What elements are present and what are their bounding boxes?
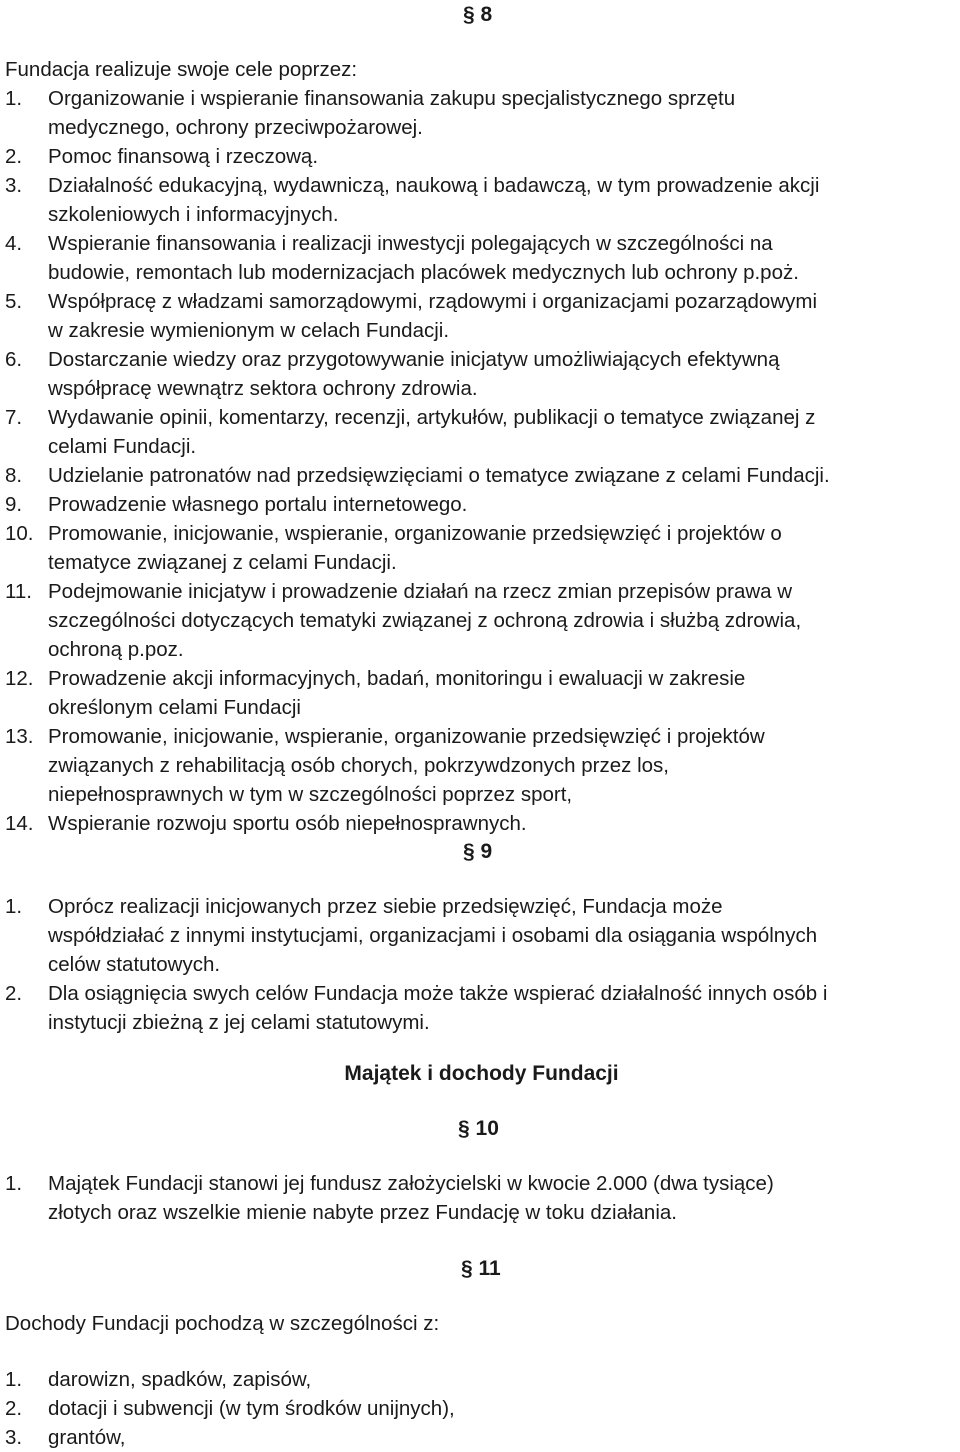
item-number: 5. xyxy=(5,290,23,313)
item-number: 2. xyxy=(5,982,23,1005)
section-8-mark: § 8 xyxy=(463,3,493,26)
list-item xyxy=(5,577,960,664)
item-text: Podejmowanie inicjatyw i prowadzenie działań na rzecz zmian przepisów prawa w szczególności dotyczących tematyki związanej z ochroną zdrowia i służbą zdrowia, ochroną p.poz. xyxy=(48,580,802,661)
item-text: Udzielanie patronatów nad przedsięwzięciami o tematyce związane z celami Fundacji. xyxy=(48,464,830,487)
item-number: 14. xyxy=(5,812,34,835)
list-item xyxy=(5,229,960,287)
section-9-list xyxy=(5,892,960,1037)
list-item xyxy=(5,171,960,229)
item-number: 4. xyxy=(5,232,23,255)
list-item xyxy=(5,664,960,722)
assets-heading: Majątek i dochody Fundacji xyxy=(344,1062,619,1085)
list-item xyxy=(5,142,960,171)
section-9-mark: § 9 xyxy=(463,840,493,863)
list-item xyxy=(5,1169,960,1227)
list-item xyxy=(5,84,960,142)
section-11-mark: § 11 xyxy=(461,1257,501,1280)
list-item xyxy=(5,490,960,519)
item-number: 2. xyxy=(5,145,23,168)
item-text: Wydawanie opinii, komentarzy, recenzji, artykułów, publikacji o tematyce związanej z celami Fundacji. xyxy=(48,406,816,458)
list-item xyxy=(5,1394,960,1423)
item-text: Majątek Fundacji stanowi jej fundusz założycielski w kwocie 2.000 (dwa tysiące) złotych oraz wszelkie mienie nabyte przez Fundację w toku działania. xyxy=(48,1172,774,1224)
list-item xyxy=(5,722,960,809)
list-item xyxy=(5,1365,960,1394)
list-item xyxy=(5,1423,960,1452)
item-text: Promowanie, inicjowanie, wspieranie, organizowanie przedsięwzięć i projektów związanych z rehabilitacją osób chorych, pokrzywdzonych przez los, niepełnosprawnych w tym w szczególności poprzez sport, xyxy=(48,725,765,806)
item-number: 1. xyxy=(5,1172,23,1195)
list-item xyxy=(5,979,960,1037)
list-item xyxy=(5,519,960,577)
section-10-mark: § 10 xyxy=(458,1117,499,1140)
item-text: Organizowanie i wspieranie finansowania zakupu specjalistycznego sprzętu medycznego, ochrony przeciwpożarowej. xyxy=(48,87,736,139)
item-number: 1. xyxy=(5,895,23,918)
item-number: 9. xyxy=(5,493,23,516)
item-number: 13. xyxy=(5,725,34,748)
item-text: Dostarczanie wiedzy oraz przygotowywanie inicjatyw umożliwiających efektywną współpracę wewnątrz sektora ochrony zdrowia. xyxy=(48,348,780,400)
list-item xyxy=(5,892,960,979)
item-text: Promowanie, inicjowanie, wspieranie, organizowanie przedsięwzięć i projektów o tematyce związanej z celami Fundacji. xyxy=(48,522,782,574)
item-number: 3. xyxy=(5,174,23,197)
item-number: 2. xyxy=(5,1397,23,1420)
item-text: Prowadzenie akcji informacyjnych, badań, monitoringu i ewaluacji w zakresie określonym celami Fundacji xyxy=(48,667,746,719)
item-text: Oprócz realizacji inicjowanych przez siebie przedsięwzięć, Fundacja może współdziałać z innymi instytucjami, organizacjami i osobami dla osiągania wspólnych celów statutowych. xyxy=(48,895,818,976)
item-text: dotacji i subwencji (w tym środków unijnych), xyxy=(48,1397,455,1420)
item-number: 1. xyxy=(5,1368,23,1391)
item-number: 1. xyxy=(5,87,23,110)
item-number: 8. xyxy=(5,464,23,487)
list-item xyxy=(5,461,960,490)
item-text: Prowadzenie własnego portalu internetowego. xyxy=(48,493,468,516)
item-text: Działalność edukacyjną, wydawniczą, naukową i badawczą, w tym prowadzenie akcji szkoleniowych i informacyjnych. xyxy=(48,174,820,226)
item-text: Współpracę z władzami samorządowymi, rządowymi i organizacjami pozarządowymi w zakresie wymienionym w celach Fundacji. xyxy=(48,290,818,342)
section-8-intro: Fundacja realizuje swoje cele poprzez: xyxy=(5,58,358,81)
item-number: 6. xyxy=(5,348,23,371)
section-10-list xyxy=(5,1169,960,1227)
item-number: 12. xyxy=(5,667,34,690)
item-text: Wspieranie rozwoju sportu osób niepełnosprawnych. xyxy=(48,812,527,835)
section-11-intro: Dochody Fundacji pochodzą w szczególności z: xyxy=(5,1312,440,1335)
item-text: Pomoc finansową i rzeczową. xyxy=(48,145,319,168)
item-number: 7. xyxy=(5,406,23,429)
section-8-list xyxy=(5,84,960,838)
item-text: Wspieranie finansowania i realizacji inwestycji polegających w szczególności na budowie, remontach lub modernizacjach placówek medycznych lub ochrony p.poż. xyxy=(48,232,799,284)
list-item xyxy=(5,403,960,461)
item-text: grantów, xyxy=(48,1426,126,1449)
item-number: 11. xyxy=(5,580,32,603)
item-text: darowizn, spadków, zapisów, xyxy=(48,1368,312,1391)
list-item xyxy=(5,287,960,345)
section-11-list xyxy=(5,1365,960,1452)
item-number: 3. xyxy=(5,1426,23,1449)
item-text: Dla osiągnięcia swych celów Fundacja może także wspierać działalność innych osób i instytucji zbieżną z jej celami statutowymi. xyxy=(48,982,828,1034)
list-item xyxy=(5,345,960,403)
item-number: 10. xyxy=(5,522,34,545)
list-item xyxy=(5,809,960,838)
